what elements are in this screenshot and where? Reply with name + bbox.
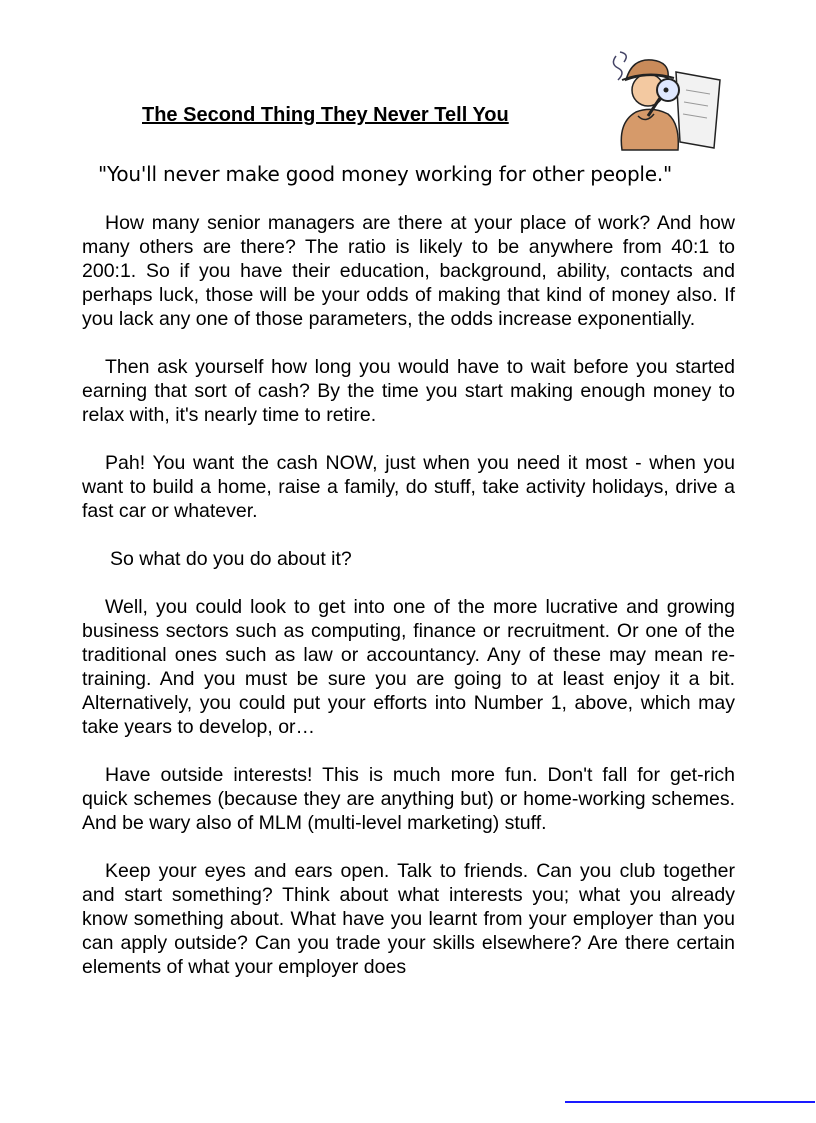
body-text bbox=[82, 211, 735, 1003]
quote: "You'll never make good money working for other people." bbox=[98, 162, 673, 186]
page-title: The Second Thing They Never Tell You bbox=[142, 104, 509, 126]
paragraph: So what do you do about it? bbox=[110, 548, 352, 570]
paragraph: Have outside interests! This is much more fun. Don't fall for get-rich quick schemes (because they are anything but) or home-working schemes. And be wary also of MLM (multi-level marketing) stuff. bbox=[82, 764, 735, 834]
paragraph: Keep your eyes and ears open. Talk to friends. Can you club together and start something? Think about what interests you; what you already know something about. What have you learnt from your employer than you can apply outside? Can you trade your skills elsewhere? Are there certain elements of what your employer does bbox=[82, 860, 735, 978]
paragraph: Then ask yourself how long you would have to wait before you started earning that sort of cash? By the time you start making enough money to relax with, it's nearly time to retire. bbox=[82, 356, 735, 426]
paragraph: Pah! You want the cash NOW, just when you need it most - when you want to build a home, raise a family, do stuff, take activity holidays, drive a fast car or whatever. bbox=[82, 452, 735, 522]
paragraph: How many senior managers are there at your place of work? And how many others are there? The ratio is likely to be anywhere from 40:1 to 200:1. So if you have their education, background, ability, contacts and perhaps luck, those will be your odds of making that kind of money also. If you lack any one of those parameters, the odds increase exponentially. bbox=[82, 212, 735, 330]
detective-with-magnifying-glass-icon bbox=[608, 50, 726, 154]
paragraph: Well, you could look to get into one of the more lucrative and growing business sectors such as computing, finance or recruitment. Or one of the traditional ones such as law or accountancy. Any of these may mean re-training. And you must be sure you are going to at least enjoy it a bit. Alternatively, you could put your efforts into Number 1, above, which may take years to develop, or… bbox=[82, 596, 735, 738]
footer-divider bbox=[565, 1101, 815, 1103]
